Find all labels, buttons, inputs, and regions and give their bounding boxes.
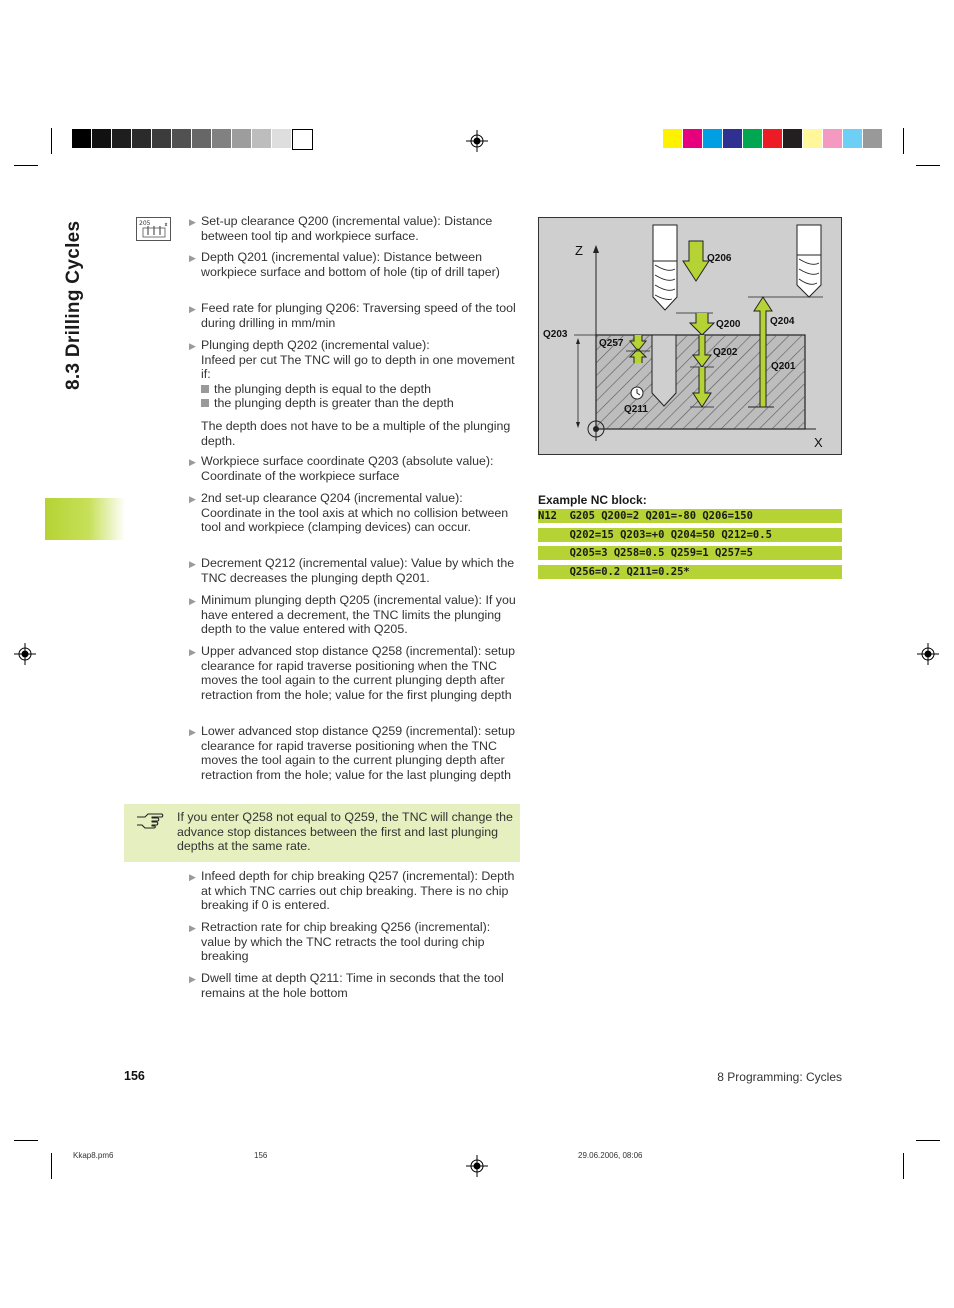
label-q201: Q201 — [771, 361, 796, 372]
pointing-hand-icon — [136, 811, 164, 829]
bullet-arrow-icon: ▶ — [189, 253, 196, 263]
slug-page: 156 — [254, 1151, 268, 1160]
color-swatch — [823, 129, 842, 148]
axis-label-z: Z — [575, 243, 583, 258]
color-swatch — [723, 129, 742, 148]
drilling-cycle-diagram — [538, 217, 842, 455]
crop-mark — [14, 1140, 38, 1141]
nc-block-line: Q256=0.2 Q211=0.25* — [538, 565, 842, 579]
parameter-item — [189, 301, 516, 330]
chapter-footer: 8 Programming: Cycles — [717, 1070, 842, 1084]
parameter-item — [189, 644, 516, 702]
crop-mark — [51, 1153, 52, 1179]
parameter-item — [189, 556, 516, 585]
gray-swatch — [192, 129, 211, 148]
bullet-arrow-icon: ▶ — [189, 923, 196, 933]
note-text: If you enter Q258 not equal to Q259, the TNC will change the advance stop distances between the first and last plunging depths at the same rate. — [177, 810, 513, 854]
parameter-item — [189, 593, 516, 637]
parameter-text: Dwell time at depth Q211: Time in seconds that the tool remains at the hole bottom — [201, 971, 504, 1000]
color-swatch — [783, 129, 802, 148]
nc-block-line: Q202=15 Q203=+0 Q204=50 Q212=0.5 — [538, 528, 842, 542]
crop-mark — [14, 165, 38, 166]
label-q204: Q204 — [770, 316, 795, 327]
parameter-text: Feed rate for plunging Q206: Traversing speed of the tool during drilling in mm/min — [201, 301, 516, 330]
drilled-hole — [652, 335, 676, 406]
bullet-arrow-icon: ▶ — [189, 559, 196, 569]
parameter-item — [189, 971, 516, 1000]
bullet-arrow-icon: ▶ — [189, 217, 196, 227]
slug-filename: Kkap8.pm6 — [73, 1151, 114, 1160]
sub-condition: the plunging depth is greater than the depth — [201, 396, 516, 411]
gray-swatch — [152, 129, 171, 148]
cycle-icon-label: 205 — [139, 220, 151, 227]
section-tab — [45, 498, 125, 540]
label-q257: Q257 — [599, 338, 624, 349]
parameter-text: Lower advanced stop distance Q259 (incremental): setup clearance for rapid traverse positioning when the TNC moves the tool again to the current plunging depth after retraction from the hole; value for the last plunging depth — [201, 724, 516, 782]
color-swatch — [843, 129, 862, 148]
nc-block-line: Q205=3 Q258=0.5 Q259=1 Q257=5 — [538, 546, 842, 560]
section-title: 8.3 Drilling Cycles — [63, 220, 84, 390]
color-swatch — [663, 129, 682, 148]
color-swatch — [763, 129, 782, 148]
gray-swatch — [212, 129, 231, 148]
bullet-arrow-icon: ▶ — [189, 872, 196, 882]
registration-mark-icon — [466, 130, 488, 152]
gray-swatch — [112, 129, 131, 148]
parameter-text: Plunging depth Q202 (incremental value): — [201, 338, 430, 352]
parameter-remark: The depth does not have to be a multiple of the plunging depth. — [201, 418, 511, 448]
crop-mark — [903, 128, 904, 154]
gray-swatch — [272, 129, 291, 148]
axis-label-x: X — [814, 435, 823, 450]
parameter-text: Retraction rate for chip breaking Q256 (incremental): value by which the TNC retracts the tool during chip breaking — [201, 920, 491, 964]
bullet-arrow-icon: ▶ — [189, 304, 196, 314]
color-swatch — [743, 129, 762, 148]
color-swatch — [803, 129, 822, 148]
gray-swatch — [92, 129, 111, 148]
registration-mark-icon — [917, 643, 939, 665]
crop-mark — [916, 1140, 940, 1141]
nc-block-line: N12 G205 Q200=2 Q201=-80 Q206=150 — [538, 509, 842, 523]
parameter-item — [189, 491, 516, 535]
parameter-text-line2: Infeed per cut The TNC will go to depth in one movement if: — [201, 352, 515, 382]
gray-swatch — [72, 129, 91, 148]
nc-block-title: Example NC block: — [538, 493, 647, 507]
parameter-text: Minimum plunging depth Q205 (incremental value): If you have entered a decrement, the TNC limits the plunging depth to the value entered with Q205. — [201, 593, 516, 637]
sub-condition: the plunging depth is equal to the depth — [201, 382, 516, 397]
color-swatch — [683, 129, 702, 148]
parameter-item — [189, 338, 516, 448]
page-number: 156 — [124, 1069, 145, 1083]
gray-swatch — [252, 129, 271, 148]
bullet-arrow-icon: ▶ — [189, 647, 196, 657]
parameter-text: Decrement Q212 (incremental value): Value by which the TNC decreases the plunging depth Q201. — [201, 556, 515, 585]
bullet-arrow-icon: ▶ — [189, 596, 196, 606]
parameter-item — [189, 250, 516, 279]
crop-mark — [903, 1153, 904, 1179]
gray-swatch — [292, 129, 313, 150]
bullet-arrow-icon: ▶ — [189, 494, 196, 504]
parameter-text: Upper advanced stop distance Q258 (incremental): setup clearance for rapid traverse positioning when the TNC moves the tool again to the current plunging depth after retraction from the hole; value for the first plunging depth — [201, 644, 516, 702]
label-q211: Q211 — [624, 404, 648, 415]
parameter-item — [189, 869, 516, 913]
drill-tool-right — [797, 225, 821, 297]
parameter-item — [189, 454, 516, 483]
gray-swatch — [172, 129, 191, 148]
color-swatch — [863, 129, 882, 148]
label-q206: Q206 — [707, 253, 732, 264]
parameter-item — [189, 724, 516, 782]
parameter-item — [189, 920, 516, 964]
slug-date: 29.06.2006, 08:06 — [578, 1151, 643, 1160]
bullet-arrow-icon: ▶ — [189, 457, 196, 467]
gray-swatch — [132, 129, 151, 148]
parameter-text: Workpiece surface coordinate Q203 (absolute value): Coordinate of the workpiece surface — [201, 454, 494, 483]
color-swatch — [703, 129, 722, 148]
parameter-text: Infeed depth for chip breaking Q257 (incremental): Depth at which TNC carries out chip breaking. There is no chip breaking if 0 is entered. — [201, 869, 515, 913]
parameter-text: Depth Q201 (incremental value): Distance between workpiece surface and bottom of hole (tip of drill taper) — [201, 250, 500, 279]
registration-mark-icon — [466, 1155, 488, 1177]
bullet-arrow-icon: ▶ — [189, 974, 196, 984]
crop-mark — [916, 165, 940, 166]
registration-mark-icon — [14, 643, 36, 665]
bullet-arrow-icon: ▶ — [189, 727, 196, 737]
label-q202: Q202 — [713, 347, 738, 358]
parameter-text: 2nd set-up clearance Q204 (incremental value): Coordinate in the tool axis at which no collision between tool and workpiece (clamping devices) can occur. — [201, 491, 509, 535]
cycle-205-icon — [136, 217, 171, 241]
gray-swatch — [232, 129, 251, 148]
label-q200: Q200 — [716, 319, 741, 330]
bullet-arrow-icon: ▶ — [189, 341, 196, 351]
drill-tool-left — [653, 225, 677, 310]
parameter-text: Set-up clearance Q200 (incremental value): Distance between tool tip and workpiece surface. — [201, 214, 493, 243]
parameter-item — [189, 214, 516, 243]
crop-mark — [51, 128, 52, 154]
label-q203: Q203 — [543, 329, 568, 340]
